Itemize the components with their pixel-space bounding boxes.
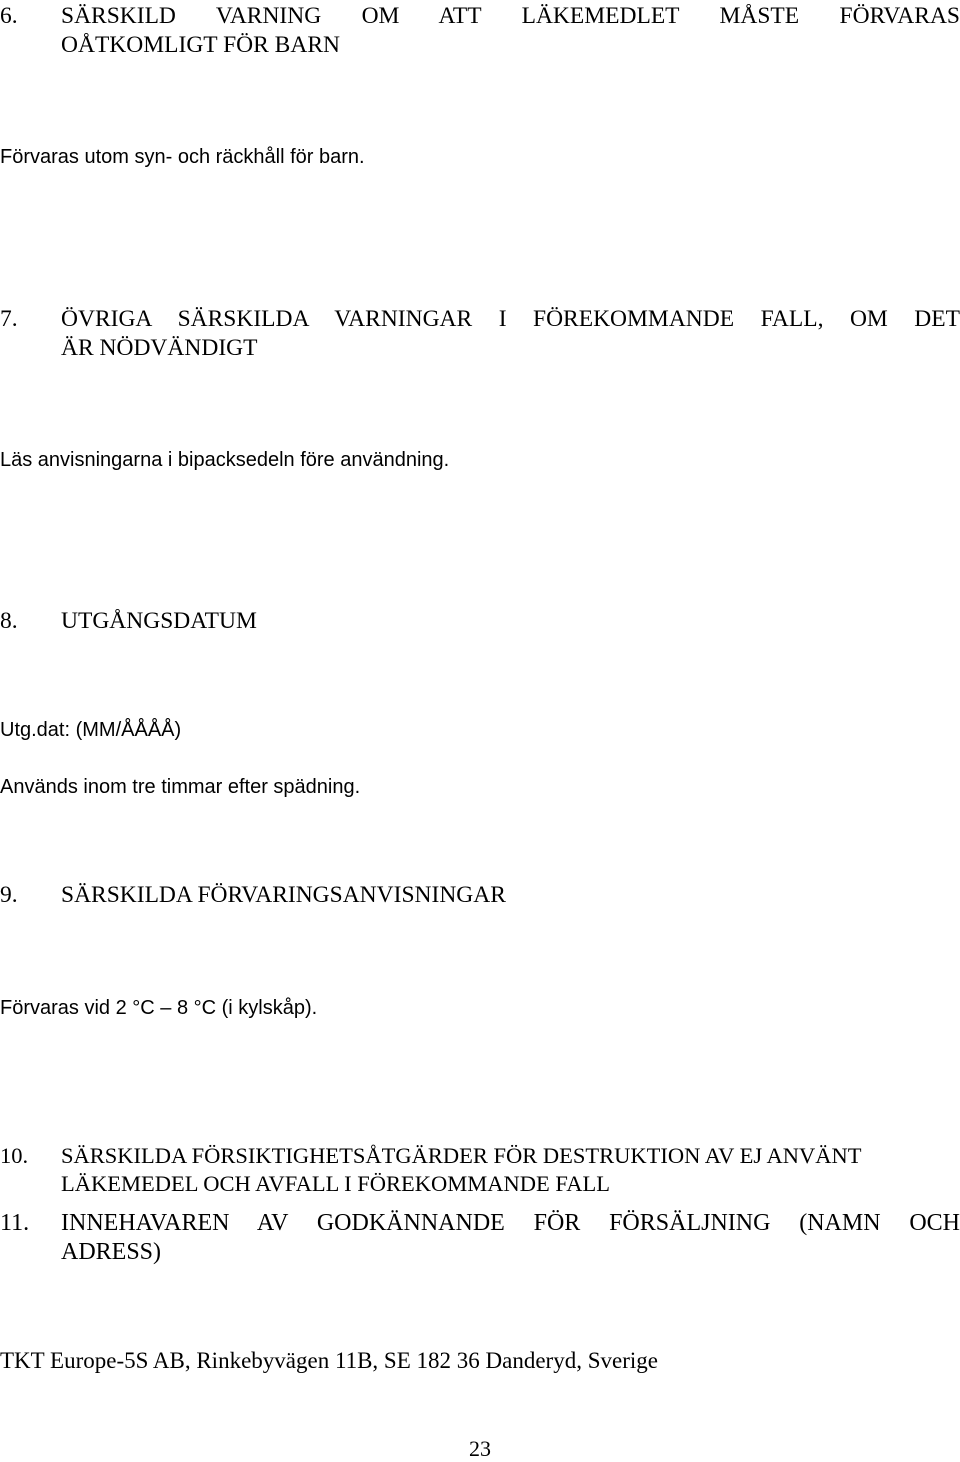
- section-number: 8.: [0, 608, 18, 634]
- section-title-line: SÄRSKILD VARNING OM ATT LÄKEMEDLET MÅSTE FÖRVARAS: [61, 3, 960, 29]
- section-6-text: Förvaras utom syn- och räckhåll för barn.: [0, 146, 365, 168]
- section-title: [0, 2, 960, 60]
- section-title: SÄRSKILDA FÖRVARINGSANVISNINGAR: [61, 882, 506, 908]
- section-7-heading: [0, 305, 960, 363]
- section-8-heading: [0, 607, 960, 636]
- section-title-line: ÖVRIGA SÄRSKILDA VARNINGAR I FÖREKOMMANDE FALL, OM DET: [61, 306, 960, 332]
- usage-time-text: Används inom tre timmar efter spädning.: [0, 776, 361, 798]
- section-10-heading: [0, 1142, 960, 1198]
- section-9-heading: [0, 881, 960, 910]
- section-title-line: INNEHAVAREN AV GODKÄNNANDE FÖR FÖRSÄLJNING (NAMN OCH: [61, 1210, 960, 1236]
- section-number: 10.: [0, 1143, 29, 1168]
- expiry-date-text: Utg.dat: (MM/ÅÅÅÅ): [0, 719, 182, 741]
- page-number: 23: [469, 1436, 491, 1461]
- section-number: 7.: [0, 306, 18, 332]
- section-11-heading: [0, 1209, 960, 1267]
- section-title-line: ÄR NÖDVÄNDIGT: [61, 335, 258, 361]
- section-title: [0, 305, 960, 363]
- section-title: UTGÅNGSDATUM: [61, 608, 257, 634]
- section-number: 9.: [0, 882, 18, 908]
- section-title: [0, 1209, 960, 1267]
- storage-text: Förvaras vid 2 °C – 8 °C (i kylskåp).: [0, 997, 318, 1019]
- section-6-heading: [0, 2, 960, 60]
- section-title: [0, 1142, 960, 1198]
- section-7-text: Läs anvisningarna i bipacksedeln före användning.: [0, 449, 450, 471]
- section-number: 11.: [0, 1210, 30, 1236]
- section-title-line: SÄRSKILDA FÖRSIKTIGHETSÅTGÄRDER FÖR DESTRUKTION AV EJ ANVÄNT: [61, 1143, 862, 1168]
- section-title-line: ADRESS): [61, 1239, 162, 1265]
- section-title-line: LÄKEMEDEL OCH AVFALL I FÖREKOMMANDE FALL: [61, 1171, 610, 1196]
- holder-address-text: TKT Europe-5S AB, Rinkebyvägen 11B, SE 182 36 Danderyd, Sverige: [0, 1348, 658, 1373]
- section-title-line: OÅTKOMLIGT FÖR BARN: [61, 32, 340, 58]
- section-number: 6.: [0, 3, 18, 29]
